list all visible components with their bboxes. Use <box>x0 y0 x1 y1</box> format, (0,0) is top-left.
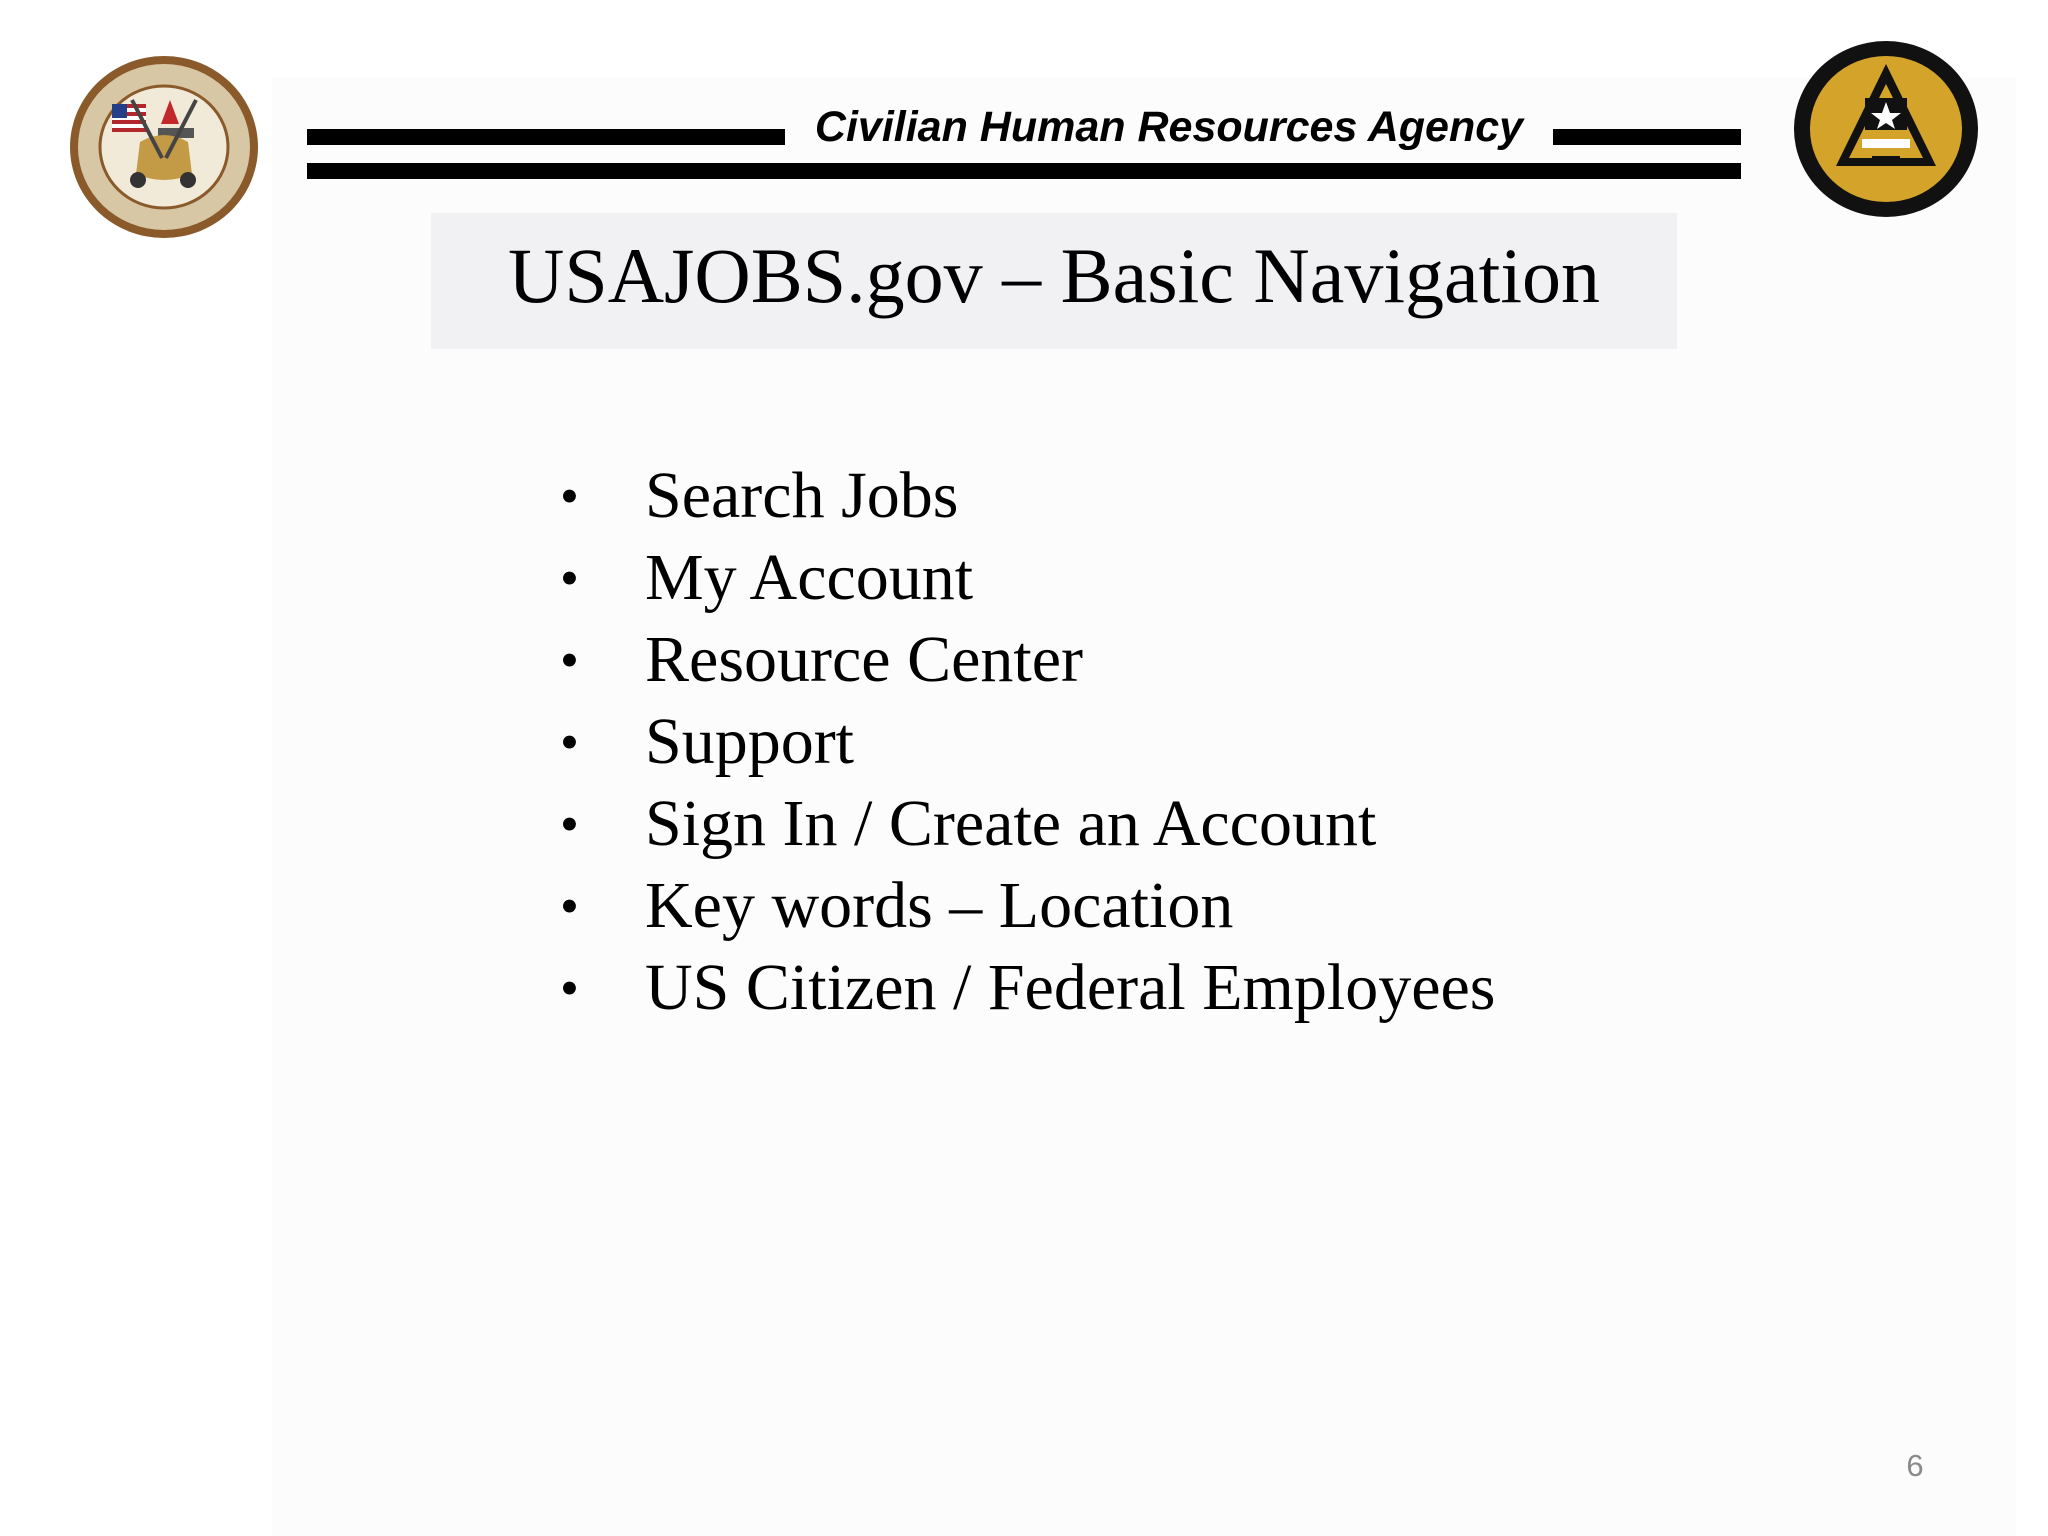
bullet-item-my-account <box>560 537 1496 619</box>
agency-title: Civilian Human Resources Agency <box>814 103 1524 151</box>
bullet-text: Search Jobs <box>645 459 959 532</box>
bullet-icon: • <box>560 630 579 690</box>
bullet-icon: • <box>560 794 579 854</box>
bullet-icon: • <box>560 466 579 526</box>
header-rule-right <box>1553 129 1741 145</box>
bullet-item-us-citizen-federal-employees <box>560 947 1496 1029</box>
bullet-item-keywords-location <box>560 865 1496 947</box>
bullet-item-sign-in-create-account <box>560 783 1496 865</box>
header-rule-left <box>307 129 785 145</box>
bullet-icon: • <box>560 958 579 1018</box>
bullet-text: My Account <box>645 541 974 614</box>
bullet-text: Key words – Location <box>645 869 1234 942</box>
bullet-item-search-jobs <box>560 455 1496 537</box>
us-army-hr-solutions-emblem-icon <box>1791 38 1981 220</box>
page-number: 6 <box>1906 1448 1924 1483</box>
bullet-list <box>560 455 1496 1029</box>
bullet-text: Sign In / Create an Account <box>645 787 1377 860</box>
department-of-the-army-seal-icon <box>66 52 262 242</box>
bullet-icon: • <box>560 876 579 936</box>
header-rule-bottom <box>307 163 1741 179</box>
bullet-text: Resource Center <box>645 623 1083 696</box>
slide-title: USAJOBS.gov – Basic Navigation <box>508 232 1600 319</box>
bullet-icon: • <box>560 548 579 608</box>
bullet-text: Support <box>645 705 855 778</box>
bullet-text: US Citizen / Federal Employees <box>645 951 1496 1024</box>
bullet-item-resource-center <box>560 619 1496 701</box>
bullet-icon: • <box>560 712 579 772</box>
bullet-item-support <box>560 701 1496 783</box>
